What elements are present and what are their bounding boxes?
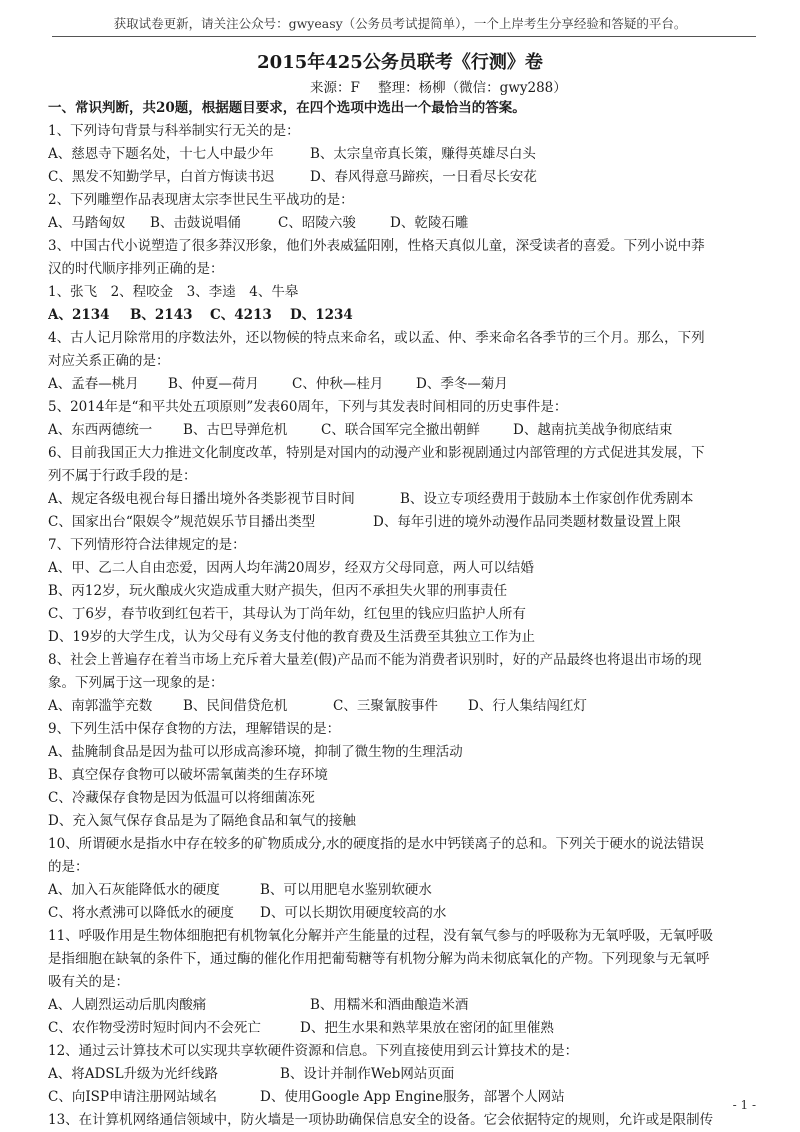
question-11-cont: 是指细胞在缺氧的条件下，通过酶的催化作用把葡萄糖等有机物分解为尚未彻底氧化的产物。下列现象与无氧呼 (48, 951, 710, 967)
question-4: 4、古人记月除常用的序数法外，还以物候的特点来命名，或以孟、仲、季来命名各季节的三个月。那么，下列 (48, 330, 705, 346)
option-b: B、设计并制作Web网站页面 (280, 1066, 455, 1082)
wechat-notice: 获取试卷更新，请关注公众号：gwyeasy（公务员考试提简单），一个上岸考生分享经验和答疑的平台。 (113, 16, 687, 31)
option-c: C、仲秋—桂月 (292, 376, 384, 392)
option-b: B、古巴导弹危机 (183, 422, 288, 438)
option-d: D、1234 (290, 307, 353, 323)
option-c: C、三聚氰胺事件 (333, 698, 438, 714)
option-d: D、19岁的大学生戊，认为父母有义务支付他的教育费及生活费至其独立工作为止 (48, 629, 536, 645)
option-d: D、春风得意马蹄疾，一日看尽长安花 (310, 169, 537, 185)
option-a: A、加入石灰能降低水的硬度 (48, 882, 220, 898)
option-b: B、太宗皇帝真长策，赚得英雄尽白头 (310, 146, 536, 162)
option-c: C、向ISP申请注册网站域名 (48, 1089, 217, 1105)
question-6: 6、目前我国正大力推进文化制度改革，特别是对国内的动漫产业和影视剧通过内部管理的方式促进其发展，下 (48, 445, 705, 461)
question-4-cont: 对应关系正确的是： (48, 353, 170, 369)
question-1: 1、下列诗句背景与科举制实行无关的是： (48, 123, 300, 139)
question-5-options (48, 419, 760, 442)
option-c: C、冷藏保存食物是因为低温可以将细菌冻死 (48, 790, 315, 806)
question-12-options-ab (48, 1063, 760, 1086)
question-13: 13、在计算机网络通信领域中，防火墙是一项协助确保信息安全的设备。它会依据特定的规则，允许或是限制传 (48, 1112, 714, 1128)
option-b: B、设立专项经费用于鼓励本土作家创作优秀剧本 (400, 491, 694, 507)
option-a: A、2134 (48, 307, 110, 323)
source-text: 来源：F (310, 80, 360, 96)
option-d: D、乾陵石雕 (390, 215, 469, 231)
option-c: C、联合国军完全撤出朝鲜 (321, 422, 480, 438)
question-3-cont: 汉的时代顺序排列正确的是： (48, 261, 224, 277)
option-d: D、把生水果和熟苹果放在密闭的缸里催熟 (300, 1020, 554, 1036)
option-b: B、丙12岁，玩火酿成火灾造成重大财产损失，但丙不承担失火罪的刑事责任 (48, 583, 508, 599)
option-c: C、将水煮沸可以降低水的硬度 (48, 905, 234, 921)
option-d: D、可以长期饮用硬度较高的水 (260, 905, 447, 921)
option-c: C、4213 (210, 307, 272, 323)
option-a: A、将ADSL升级为光纤线路 (48, 1066, 219, 1082)
question-8-options (48, 695, 760, 718)
question-6-cont: 列不属于行政手段的是： (48, 468, 197, 484)
question-11-options-ab (48, 994, 760, 1017)
option-a: A、孟春—桃月 (48, 376, 139, 392)
question-8-cont: 象。下列属于这一现象的是： (48, 675, 224, 691)
question-4-options (48, 373, 760, 396)
option-a: A、马踏匈奴 (48, 215, 126, 231)
question-10-options-ab (48, 879, 760, 902)
question-10: 10、所谓硬水是指水中存在较多的矿物质成分,水的硬度指的是水中钙镁离子的总和。下列关于硬水的说法错误 (48, 836, 704, 852)
option-c: C、黑发不知勤学早，白首方悔读书迟 (48, 169, 275, 185)
question-11-options-cd (48, 1017, 760, 1040)
question-2: 2、下列雕塑作品表现唐太宗李世民生平战功的是： (48, 192, 354, 208)
question-3: 3、中国古代小说塑造了很多莽汉形象，他们外表威猛阳刚，性格天真似儿童，深受读者的喜爱。下列小说中莽 (48, 238, 705, 254)
option-a: A、规定各级电视台每日播出境外各类影视节目时间 (48, 491, 355, 507)
option-b: B、击鼓说唱俑 (150, 215, 241, 231)
question-5: 5、2014年是“和平共处五项原则”发表60周年，下列与其发表时间相同的历史事件是： (48, 399, 568, 415)
question-12-options-cd (48, 1086, 760, 1109)
option-a: A、甲、乙二人自由恋爱，因两人均年满20周岁，经双方父母同意，两人可以结婚 (48, 560, 534, 576)
editor-text: 整理：杨柳（微信：gwy288） (378, 80, 567, 96)
option-a: A、慈恩寺下题名处，十七人中最少年 (48, 146, 274, 162)
option-b: B、可以用肥皂水鉴别软硬水 (260, 882, 432, 898)
option-d: D、每年引进的境外动漫作品同类题材数量设置上限 (373, 514, 681, 530)
question-list (48, 97, 760, 1132)
question-3-items: 1、张飞 2、程咬金 3、李逵 4、牛皋 (48, 284, 299, 300)
question-12: 12、通过云计算技术可以实现共享软硬件资源和信息。下列直接使用到云计算技术的是： (48, 1043, 579, 1059)
option-d: D、季冬—菊月 (416, 376, 508, 392)
question-3-options (48, 304, 760, 327)
question-1-options-cd (48, 166, 760, 189)
option-b: B、仲夏—荷月 (168, 376, 259, 392)
question-10-cont: 的是： (48, 859, 89, 875)
option-c: C、昭陵六骏 (278, 215, 356, 231)
source-line (310, 76, 581, 96)
question-11-cont: 吸有关的是： (48, 974, 129, 990)
question-10-options-cd (48, 902, 760, 925)
header-rule (52, 36, 756, 37)
option-b: B、用糯米和酒曲酿造米酒 (310, 997, 469, 1013)
option-d: D、越南抗美战争彻底结束 (513, 422, 673, 438)
page-title: 2015年425公务员联考《行测》卷 (257, 52, 543, 73)
option-a: A、东西两德统一 (48, 422, 153, 438)
question-2-options (48, 212, 760, 235)
section-heading: 一、常识判断，共20题，根据题目要求，在四个选项中选出一个最恰当的答案。 (48, 100, 526, 116)
option-d: D、使用Google App Engine服务，部署个人网站 (260, 1089, 565, 1105)
option-d: D、行人集结闯红灯 (468, 698, 587, 714)
option-c: C、国家出台“限娱令”规范娱乐节目播出类型 (48, 514, 316, 530)
option-a: A、人剧烈运动后肌肉酸痛 (48, 997, 207, 1013)
option-b: B、真空保存食物可以破坏需氧菌类的生存环境 (48, 767, 328, 783)
option-b: B、2143 (130, 307, 193, 323)
option-c: C、农作物受涝时短时间内不会死亡 (48, 1020, 261, 1036)
question-7: 7、下列情形符合法律规定的是： (48, 537, 246, 553)
question-6-options-ab (48, 488, 760, 511)
question-11: 11、呼吸作用是生物体细胞把有机物氧化分解并产生能量的过程，没有氧气参与的呼吸称为无氧呼吸，无氧呼吸 (48, 928, 714, 944)
question-9: 9、下列生活中保存食物的方法，理解错误的是： (48, 721, 341, 737)
question-1-options-ab (48, 143, 760, 166)
option-d: D、充入氮气保存食品是为了隔绝食品和氧气的接触 (48, 813, 356, 829)
option-a: A、盐腌制食品是因为盐可以形成高渗环境，抑制了微生物的生理活动 (48, 744, 463, 760)
question-6-options-cd (48, 511, 760, 534)
page-number: - 1 - (732, 1098, 756, 1112)
question-8: 8、社会上普遍存在着当市场上充斥着大量差(假)产品而不能为消费者识别时，好的产品最终也将退出市场的现 (48, 652, 702, 668)
option-b: B、民间借贷危机 (183, 698, 288, 714)
option-c: C、丁6岁，春节收到红包若干，其母认为丁尚年幼，红包里的钱应归监护人所有 (48, 606, 526, 622)
option-a: A、南郭滥竽充数 (48, 698, 153, 714)
